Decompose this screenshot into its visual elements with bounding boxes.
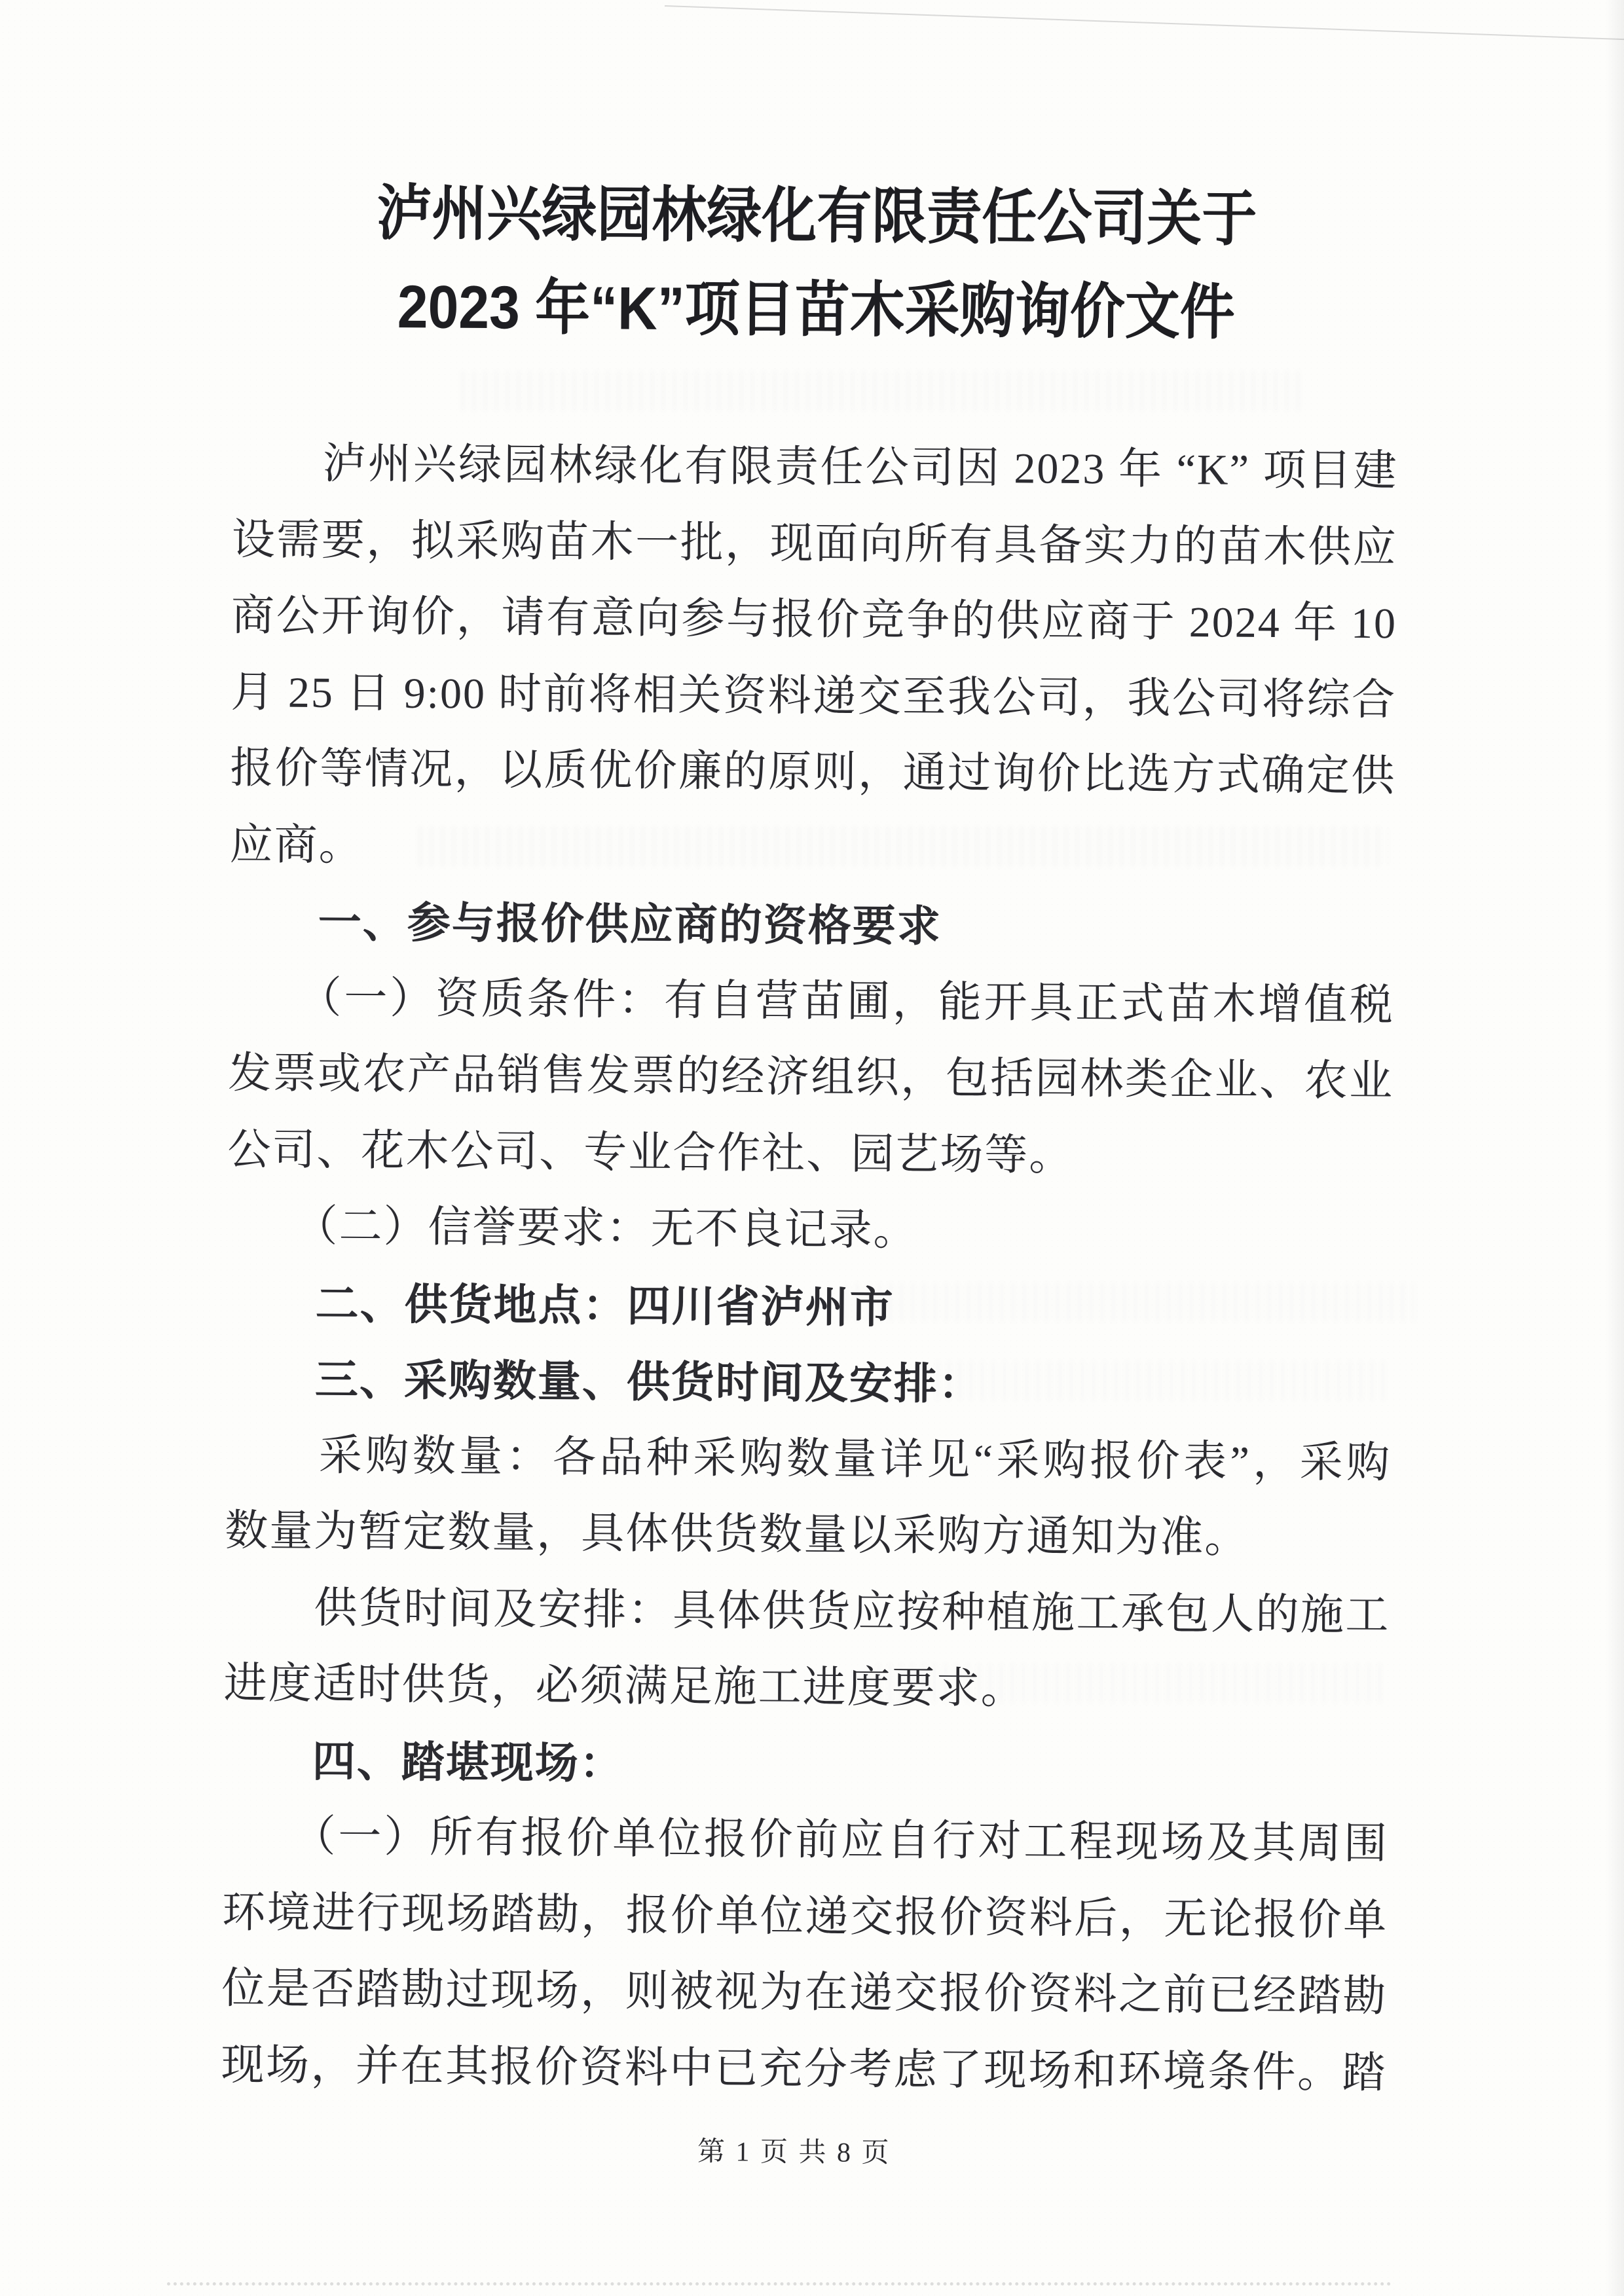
text-line: 月 25 日 9:00 时前将相关资料递交至我公司，我公司将综合 <box>230 668 1397 724</box>
document-title <box>233 165 1400 360</box>
body-paragraph <box>229 426 1398 891</box>
page-footer: 第 1 页 共 8 页 <box>697 2136 891 2169</box>
text-line: 采购数量：各品种采购数量详见“采购报价表”，采购 <box>225 1430 1392 1487</box>
text-line: 数量为暂定数量，具体供货数量以采购方通知为准。 <box>225 1506 1249 1562</box>
document-body <box>221 426 1398 2111</box>
body-paragraph <box>223 1569 1390 1730</box>
text-line: 报价等情况，以质优价廉的原则，通过询价比选方式确定供 <box>230 744 1396 801</box>
section-heading <box>229 883 1395 968</box>
text-line: 现场，并在其报价资料中已充分考虑了现场和环境条件。踏 <box>221 2041 1387 2097</box>
body-paragraph <box>221 1798 1388 2111</box>
text-line: 泸州兴绿园林绿化有限责任公司因 2023 年 “K” 项目建 <box>232 439 1398 496</box>
text-line: （一）所有报价单位报价前应自行对工程现场及其周围 <box>222 1812 1389 1868</box>
text-line: （一）资质条件：有自营苗圃，能开具正式苗木增值税 <box>228 973 1395 1029</box>
text-line: 公司、花木公司、专业合作社、园艺场等。 <box>227 1125 1074 1180</box>
section-heading <box>225 1341 1392 1425</box>
text-line: 四、踏堪现场： <box>223 1736 625 1787</box>
text-line: 应商。 <box>229 820 363 869</box>
text-line: 三、采购数量、供货时间及安排： <box>225 1354 984 1408</box>
document-title-line-1: 泸州兴绿园林绿化有限责任公司关于 <box>376 179 1257 253</box>
text-line: 商公开询价，请有意向参与报价竞争的供应商于 2024 年 10 <box>231 591 1397 648</box>
document-title-line-2: 2023 年“K”项目苗木采购询价文件 <box>397 272 1236 346</box>
body-paragraph <box>227 1188 1393 1273</box>
text-line: 环境进行现场踏勘，报价单位递交报价资料后，无论报价单 <box>221 1888 1388 1944</box>
text-line: 二、供货地点：四川省泸州市 <box>226 1278 895 1332</box>
body-paragraph <box>227 959 1394 1196</box>
text-line: 供货时间及安排：具体供货应按种植施工承包人的施工 <box>224 1583 1390 1639</box>
text-line: （二）信誉要求：无不良记录。 <box>227 1201 918 1255</box>
section-heading <box>223 1722 1389 1806</box>
section-heading <box>226 1264 1392 1349</box>
text-line: 进度适时供货，必须满足施工进度要求。 <box>223 1659 1025 1713</box>
scan-dotted-line-artifact <box>167 2282 1392 2286</box>
text-line: 位是否踏勘过现场，则被视为在递交报价资料之前已经踏勘 <box>221 1964 1388 2021</box>
text-line: 设需要，拟采购苗木一批，现面向所有具备实力的苗木供应 <box>231 515 1398 572</box>
text-line: 发票或农产品销售发票的经济组织，包括园林类企业、农业 <box>227 1049 1394 1106</box>
text-line: 一、参与报价供应商的资格要求 <box>229 896 942 951</box>
body-paragraph <box>225 1417 1392 1577</box>
